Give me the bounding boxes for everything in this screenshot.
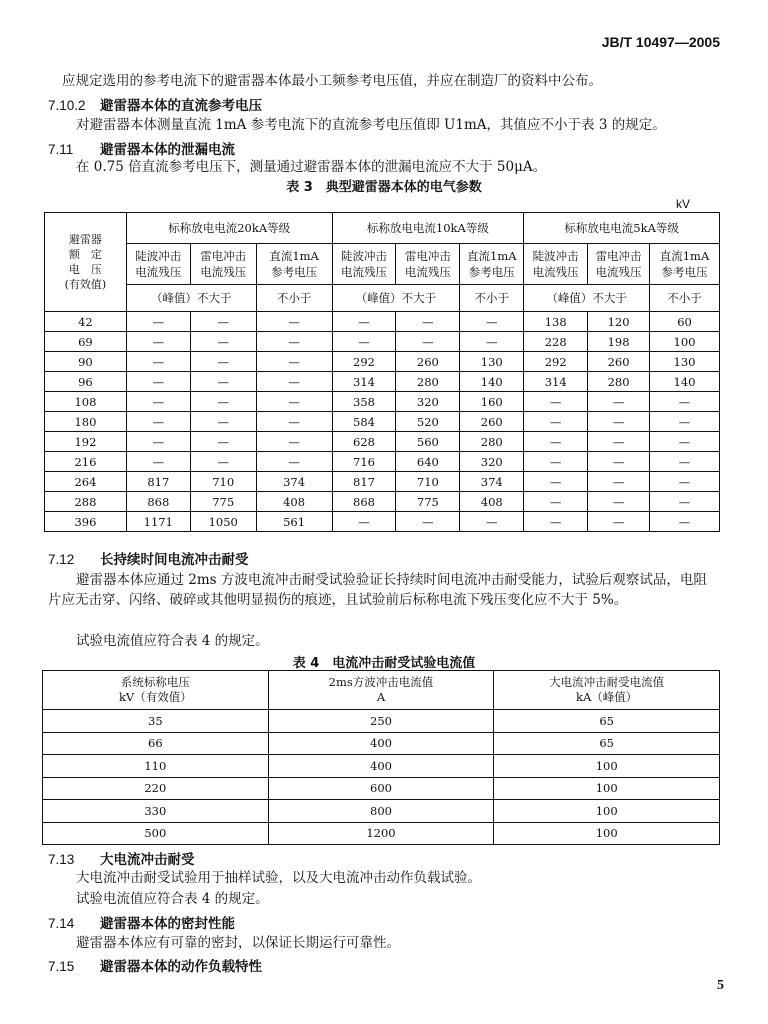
table-cell: 314 [524,372,588,392]
table-cell: 500 [43,822,269,845]
table-row [45,312,720,332]
table-cell: — [256,452,332,472]
group-5ka: 标称放电电流5kA等级 [524,213,720,244]
table-cell: — [588,452,650,472]
table-cell: 374 [256,472,332,492]
table-cell: 408 [460,492,524,512]
table-cell: — [190,312,256,332]
table-cell: — [332,312,396,332]
table-cell: 110 [43,755,269,778]
table-cell: — [460,312,524,332]
table-cell: 138 [524,312,588,332]
table3-peak-label: （峰值）不大于 [332,285,460,312]
table-cell: — [396,312,460,332]
section-number: 7.10.2 [48,98,86,113]
rated-voltage-cell: 108 [45,392,127,412]
table4-header-cell: 系统标称电压 kV（有效值） [43,671,269,710]
table-row [45,452,720,472]
table-cell: — [190,452,256,472]
table3-subheader-cell: 陡波冲击 电流残压 [332,244,396,285]
table3-subheader-cell: 雷电冲击 电流残压 [190,244,256,285]
table-cell: 1171 [126,512,190,532]
table-row [45,492,720,512]
table-cell: — [460,332,524,352]
table-cell: 65 [494,710,720,733]
table-cell: 400 [268,755,494,778]
table-cell: — [190,352,256,372]
table-cell: 320 [396,392,460,412]
table-cell: 560 [396,432,460,452]
table-row [43,800,720,823]
table3 [44,212,720,532]
table-cell: 140 [650,372,720,392]
table-cell: 775 [396,492,460,512]
table-cell: — [396,512,460,532]
paragraph-7-14: 避雷器本体应有可靠的密封，以保证长期运行可靠性。 [76,935,400,951]
table-cell: 320 [460,452,524,472]
stub-line: 避雷器 [68,233,102,246]
stub-line: (有效值) [64,278,107,291]
section-title: 大电流冲击耐受 [100,852,195,867]
rated-voltage-cell: 90 [45,352,127,372]
table-row [45,352,720,372]
stub-line: 额 定 [68,248,102,261]
table3-subheader-cell: 直流1mA 参考电压 [460,244,524,285]
table-row [45,372,720,392]
table4-header-cell: 大电流冲击耐受电流值 kA（峰值） [494,671,720,710]
table-cell: 358 [332,392,396,412]
table-cell: — [126,452,190,472]
rated-voltage-cell: 216 [45,452,127,472]
table3-subheader-cell: 陡波冲击 电流残压 [524,244,588,285]
table-cell: 66 [43,732,269,755]
table-cell: — [588,512,650,532]
section-number: 7.13 [48,852,75,867]
rated-voltage-cell: 42 [45,312,127,332]
table3-stub-header [45,213,127,312]
table-cell: 198 [588,332,650,352]
table3-min-label: 不小于 [256,285,332,312]
table-cell: 280 [396,372,460,392]
table-cell: 408 [256,492,332,512]
paragraph-7-11: 在 0.75 倍直流参考电压下，测量通过避雷器本体的泄漏电流应不大于 50μA。 [76,159,547,175]
section-number: 7.12 [48,552,75,567]
table4-header-cell: 2ms方波冲击电流值 A [268,671,494,710]
table-cell: — [126,372,190,392]
table3-subheader-cell: 雷电冲击 电流残压 [588,244,650,285]
heading-7-13 [48,848,195,868]
table-cell: — [650,412,720,432]
table-cell: 868 [126,492,190,512]
table-row [45,392,720,412]
table-cell: — [650,432,720,452]
table-cell: — [190,392,256,412]
table-cell: — [190,432,256,452]
table-cell: — [524,492,588,512]
table3-min-label: 不小于 [460,285,524,312]
table-cell: — [650,452,720,472]
table-cell: — [126,412,190,432]
table4-header-row [43,671,720,710]
table-cell: — [190,412,256,432]
paragraph-7-13-ref: 试验电流值应符合表 4 的规定。 [76,891,269,907]
stub-line: 电 压 [68,263,102,276]
table-cell: 250 [268,710,494,733]
table-cell: 292 [332,352,396,372]
table-cell: 140 [460,372,524,392]
paragraph-7-10-2: 对避雷器本体测量直流 1mA 参考电流下的直流参考电压值即 U1mA，其值应不小于表 3 的规定。 [76,117,666,133]
table-cell: 640 [396,452,460,472]
table4 [42,670,720,845]
table-row [43,710,720,733]
paragraph-7-13: 大电流冲击耐受试验用于抽样试验，以及大电流冲击动作负载试验。 [76,870,481,886]
table-cell: — [126,312,190,332]
table-cell: — [524,412,588,432]
table-cell: 600 [268,777,494,800]
table3-group-header-row [45,213,720,244]
table-cell: — [650,392,720,412]
heading-7-12 [48,548,249,568]
table-cell: — [190,372,256,392]
table3-peak-label: （峰值）不大于 [126,285,256,312]
table-cell: 1200 [268,822,494,845]
table-cell: — [524,512,588,532]
table-cell: — [126,352,190,372]
table-cell: 330 [43,800,269,823]
table-row [43,755,720,778]
table-cell: — [650,472,720,492]
table-cell: — [524,472,588,492]
table-cell: 120 [588,312,650,332]
heading-7-10-2 [48,94,262,114]
table-cell: 716 [332,452,396,472]
table-cell: — [460,512,524,532]
table-cell: 710 [396,472,460,492]
section-number: 7.15 [48,959,75,974]
table-cell: — [126,332,190,352]
table-cell: — [126,432,190,452]
table-row [45,432,720,452]
table-row [45,412,720,432]
table-cell: 868 [332,492,396,512]
table-cell: 314 [332,372,396,392]
table-cell: — [332,512,396,532]
table-cell: 220 [43,777,269,800]
table-cell: — [256,412,332,432]
table-cell: — [650,512,720,532]
group-10ka: 标称放电电流10kA等级 [332,213,524,244]
heading-7-14 [48,912,235,932]
table-cell: 710 [190,472,256,492]
table3-subheader-cell: 直流1mA 参考电压 [256,244,332,285]
table-cell: — [256,432,332,452]
section-title: 长持续时间电流冲击耐受 [100,552,249,567]
table-cell: — [650,492,720,512]
table-cell: — [256,372,332,392]
table-cell: 817 [126,472,190,492]
table-cell: 100 [494,822,720,845]
group-20ka: 标称放电电流20kA等级 [126,213,332,244]
table-cell: 260 [460,412,524,432]
table-cell: 561 [256,512,332,532]
table-cell: — [332,332,396,352]
table-cell: 584 [332,412,396,432]
table-cell: — [588,492,650,512]
rated-voltage-cell: 288 [45,492,127,512]
table-cell: 520 [396,412,460,432]
section-number: 7.14 [48,916,75,931]
table-cell: 100 [650,332,720,352]
table-cell: 400 [268,732,494,755]
table4-caption: 表 4 电流冲击耐受试验电流值 [292,656,476,671]
rated-voltage-cell: 180 [45,412,127,432]
rated-voltage-cell: 96 [45,372,127,392]
table3-min-label: 不小于 [650,285,720,312]
table-row [45,472,720,492]
intro-line: 应规定选用的参考电流下的避雷器本体最小工频参考电压值，并应在制造厂的资料中公布。 [62,73,602,89]
table-cell: — [524,432,588,452]
table-cell: 628 [332,432,396,452]
table-cell: — [256,332,332,352]
section-number: 7.11 [48,142,74,157]
table-row [45,332,720,352]
table3-peak-label: （峰值）不大于 [524,285,650,312]
table-cell: 817 [332,472,396,492]
table-cell: — [256,392,332,412]
page-number: 5 [717,978,724,993]
table-cell: 280 [460,432,524,452]
table-cell: — [588,392,650,412]
table-cell: — [588,472,650,492]
section-title: 避雷器本体的密封性能 [100,916,235,931]
table-cell: 260 [588,352,650,372]
table3-subheader-cell: 直流1mA 参考电压 [650,244,720,285]
table-cell: 292 [524,352,588,372]
heading-7-15 [48,955,262,975]
table3-caption: 表 3 典型避雷器本体的电气参数 [286,180,482,195]
table-cell: 60 [650,312,720,332]
table3-limit-row [45,285,720,312]
table-cell: 130 [460,352,524,372]
table-cell: 65 [494,732,720,755]
section-title: 避雷器本体的动作负载特性 [100,959,262,974]
paragraph-7-12: 避雷器本体应通过 2ms 方波电流冲击耐受试验验证长持续时间电流冲击耐受能力，试验后观察试品，电阻片应无击穿、闪络、破碎或其他明显损伤的痕迹，且试验前后标称电流下残压变化应不大于 5%。 [48,572,707,608]
table-cell: — [524,452,588,472]
table-row [43,777,720,800]
table-cell: — [190,332,256,352]
rated-voltage-cell: 264 [45,472,127,492]
table-cell: — [524,392,588,412]
table-cell: — [588,412,650,432]
table-row [43,822,720,845]
table-cell: 775 [190,492,256,512]
rated-voltage-cell: 69 [45,332,127,352]
table-row [43,732,720,755]
table-cell: 228 [524,332,588,352]
table-cell: — [588,432,650,452]
table-cell: 35 [43,710,269,733]
section-title: 避雷器本体的直流参考电压 [100,98,262,113]
table3-unit: kV [676,197,691,211]
table-cell: 260 [396,352,460,372]
table-cell: 1050 [190,512,256,532]
table-cell: — [256,312,332,332]
paragraph-7-12-ref: 试验电流值应符合表 4 的规定。 [76,633,269,649]
rated-voltage-cell: 192 [45,432,127,452]
table-cell: 100 [494,777,720,800]
heading-7-11 [48,138,235,158]
table-cell: 800 [268,800,494,823]
rated-voltage-cell: 396 [45,512,127,532]
table-cell: — [126,392,190,412]
table-cell: 100 [494,800,720,823]
table-row [45,512,720,532]
table3-subheader-cell: 陡波冲击 电流残压 [126,244,190,285]
table-cell: 374 [460,472,524,492]
table-cell: 280 [588,372,650,392]
document-id: JB/T 10497—2005 [601,34,720,50]
section-title: 避雷器本体的泄漏电流 [100,142,235,157]
table-cell: 130 [650,352,720,372]
table3-subheader-cell: 雷电冲击 电流残压 [396,244,460,285]
table-cell: — [256,352,332,372]
table3-subheader-row [45,244,720,285]
table-cell: 100 [494,755,720,778]
table-cell: 160 [460,392,524,412]
table-cell: — [396,332,460,352]
